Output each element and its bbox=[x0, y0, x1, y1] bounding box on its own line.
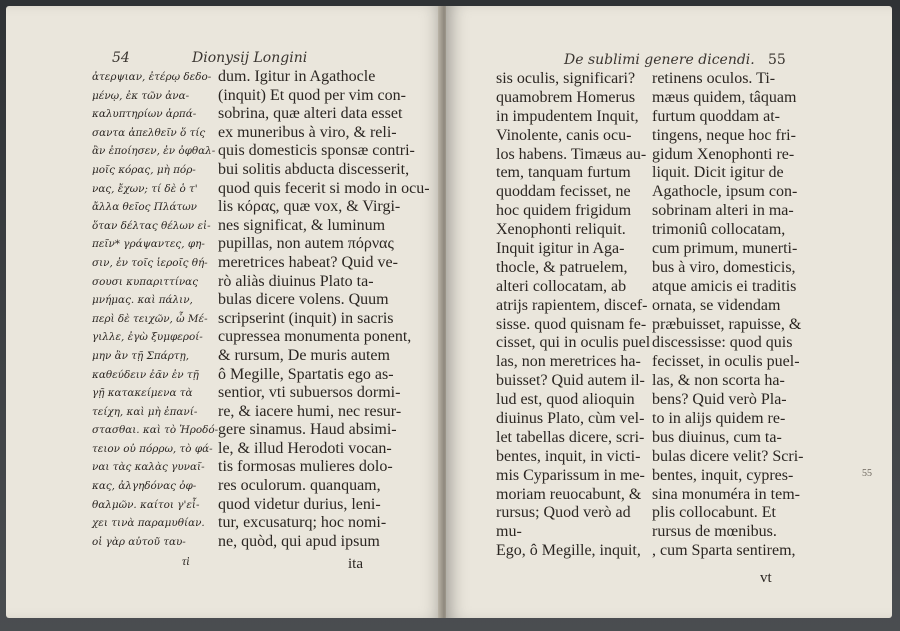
text-line: bentes, inquit, cypres- bbox=[652, 466, 794, 484]
text-line: thocle, & patruelem, bbox=[496, 258, 628, 276]
text-line: discessisse: quod quis bbox=[652, 334, 793, 352]
text-line: buisset? Quid autem il- bbox=[496, 372, 645, 390]
text-line: sis oculis, significari? bbox=[496, 70, 636, 87]
text-line: hoc quidem frigidum bbox=[496, 202, 632, 220]
right-page bbox=[446, 6, 892, 618]
text-line: , cum Sparta sentirem, bbox=[652, 542, 796, 560]
text-line: sobrinam alteri in ma- bbox=[652, 202, 794, 220]
text-line: atrijs rapientem, discef- bbox=[496, 296, 648, 314]
text-line: Vinolente, canis ocu- bbox=[496, 126, 632, 144]
left-page-number: 54 bbox=[112, 50, 130, 66]
text-line: καθεύδειν ἐᾶν ἐν τῇ bbox=[92, 368, 199, 381]
text-line: cum primum, munerti- bbox=[652, 240, 798, 258]
text-line: κας, ἀλγηδόνας ὀφ- bbox=[92, 480, 197, 493]
text-line: στασθαι. καὶ τὸ Ἡροδό- bbox=[92, 424, 219, 437]
text-line: bulas dicere velit? Scri- bbox=[652, 447, 804, 465]
text-line: πεῖν* γράψαντες, φη- bbox=[92, 238, 205, 251]
text-line: sobrina, quæ alteri data esset bbox=[218, 105, 403, 123]
text-line: καλυπτηρίων ἁρπά- bbox=[92, 108, 197, 121]
text-line: ἂν ἐποίησεν, ἐν ὀφθαλ- bbox=[92, 145, 216, 158]
text-line: ὅταν δέλτας θέλων εἰ- bbox=[92, 219, 211, 232]
right-running-head: De sublimi genere dicendi. bbox=[564, 52, 755, 68]
text-line: χει τινὰ παραμυθίαν. bbox=[92, 517, 205, 530]
text-line: bui solitis abducta discesserit, bbox=[218, 160, 410, 178]
text-line: sina monuméra in tem- bbox=[652, 485, 800, 503]
latin-column-right bbox=[652, 70, 848, 561]
text-line: lud est, quod alioquin bbox=[496, 391, 635, 409]
text-line: las, & non scorta ha- bbox=[652, 372, 785, 390]
text-line: meretrices habeat? Quid ve- bbox=[218, 253, 398, 271]
text-line: res oculorum. quanquam, bbox=[218, 477, 381, 495]
text-line: ne, quòd, qui apud ipsum bbox=[218, 532, 380, 550]
text-line: plis collocabunt. Et bbox=[652, 504, 776, 522]
text-line: dum. Igitur in Agathocle bbox=[218, 68, 376, 85]
text-line: los habens. Timæus au- bbox=[496, 145, 647, 163]
text-line: Inquit igitur in Aga- bbox=[496, 240, 625, 258]
latin-column bbox=[218, 68, 438, 551]
text-line: ναι τὰς καλὰς γυναῖ- bbox=[92, 461, 205, 474]
text-line: σαντα ἀπελθεῖν ὅ τίς bbox=[92, 126, 206, 139]
text-line: gere sinamus. Haud absimi- bbox=[218, 421, 397, 439]
text-line: trimoniû collocatam, bbox=[652, 221, 786, 239]
text-line: las, non meretrices ha- bbox=[496, 353, 641, 371]
text-line: Xenophonti reliquit. bbox=[496, 221, 626, 239]
text-line: moriam reuocabunt, & bbox=[496, 485, 642, 503]
text-line: tis formosas mulieres dolo- bbox=[218, 458, 393, 476]
text-line: μένῳ, ἐκ τῶν ἀνα- bbox=[92, 89, 190, 102]
text-line: diuinus Plato, cùm vel- bbox=[496, 410, 645, 428]
text-line: cisset, qui in oculis puel bbox=[496, 334, 651, 352]
text-line: alteri collocatam, ab bbox=[496, 277, 627, 295]
text-line: bentes, inquit, in victi- bbox=[496, 447, 641, 465]
text-line: rursus de mœnibus. bbox=[652, 523, 777, 541]
text-line: nes significat, & luminum bbox=[218, 216, 386, 234]
text-line: θαλμῶν. καίτοι γ'εἶ- bbox=[92, 498, 200, 511]
text-line: & rursum, De muris autem bbox=[218, 346, 390, 364]
text-line: quod videtur durius, leni- bbox=[218, 495, 381, 513]
text-line: rursus; Quod verò ad bbox=[496, 504, 631, 522]
text-line: ô Megille, Spartatis ego as- bbox=[218, 365, 394, 383]
text-line: ornata, se videndam bbox=[652, 296, 781, 314]
text-line: τείχη, καὶ μὴ ἐπανί- bbox=[92, 405, 198, 418]
text-line: ἀτερψιαν, ἐτέρῳ δεδο- bbox=[92, 71, 212, 83]
text-line: μοῖς κόρας, μὴ πόρ- bbox=[92, 163, 196, 176]
text-line: cupressea monumenta ponent, bbox=[218, 328, 412, 346]
text-line: pupillas, non autem πόρνας bbox=[218, 235, 394, 253]
text-line: ἄλλα θεῖος Πλάτων bbox=[92, 201, 197, 214]
text-line: σουσι κυπαριττίνας bbox=[92, 275, 199, 288]
text-line: in impudentem Inquit, bbox=[496, 107, 639, 125]
text-line: quod quis fecerit si modo in ocu- bbox=[218, 179, 430, 197]
text-line: sentior, vti subuersos dormi- bbox=[218, 384, 401, 402]
text-line: σιν, ἐν τοῖς ἱεροῖς θή- bbox=[92, 256, 208, 269]
right-catchword: vt bbox=[760, 570, 772, 586]
text-line: gidum Xenophonti re- bbox=[652, 145, 795, 163]
text-line: mu- bbox=[496, 523, 522, 541]
text-line: quamobrem Homerus bbox=[496, 88, 636, 106]
text-line: tingens, neque hoc fri- bbox=[652, 126, 796, 144]
text-line: Ego, ô Megille, inquit, bbox=[496, 542, 641, 560]
left-page bbox=[6, 6, 444, 618]
text-line: οἱ γὰρ αὐτοῦ ταυ- bbox=[92, 535, 186, 548]
text-line: let tabellas dicere, scri- bbox=[496, 428, 645, 446]
greek-column bbox=[92, 68, 219, 551]
greek-catchword: τὶ bbox=[182, 554, 190, 568]
right-page-number: 55 bbox=[768, 52, 786, 68]
text-line: bens? Quid verò Pla- bbox=[652, 391, 787, 409]
text-line: περὶ δὲ τειχῶν, ὦ Μέ- bbox=[92, 312, 208, 325]
text-line: ex muneribus à viro, & reli- bbox=[218, 123, 397, 141]
text-line: fecisset, in oculis puel- bbox=[652, 353, 800, 371]
text-line: le, & illud Herodoti vocan- bbox=[218, 439, 392, 457]
text-line: mis Cyparissum in me- bbox=[496, 466, 645, 484]
text-line: rò aliàs diuinus Plato ta- bbox=[218, 272, 374, 290]
text-line: præbuisset, rapuisse, & bbox=[652, 315, 802, 333]
text-line: γῇ κατακείμενα τὰ bbox=[92, 387, 193, 400]
text-line: liquit. Dicit igitur de bbox=[652, 164, 784, 182]
text-line: tur, excusaturq; hoc nomi- bbox=[218, 514, 387, 532]
text-line: μνήμας. καὶ πάλιν, bbox=[92, 294, 193, 307]
text-line: quis domesticis sponsæ contri- bbox=[218, 142, 415, 160]
text-line: re, & iacere humi, nec resur- bbox=[218, 402, 402, 420]
margin-note: 55 bbox=[862, 468, 872, 479]
text-line: (inquit) Et quod per vim con- bbox=[218, 86, 406, 104]
text-line: retinens oculos. Ti- bbox=[652, 70, 776, 87]
left-running-head: Dionysij Longini bbox=[192, 50, 308, 66]
text-line: bus diuinus, cum ta- bbox=[652, 428, 782, 446]
latin-column-left bbox=[496, 70, 656, 561]
text-line: sisse. quod quisnam fe- bbox=[496, 315, 647, 333]
text-line: γιλλε, ἐγὼ ξυμφεροί- bbox=[92, 331, 203, 344]
text-line: tem, tanquam furtum bbox=[496, 164, 631, 182]
text-line: mæus quidem, tâquam bbox=[652, 88, 797, 106]
text-line: μην ἂν τῇ Σπάρτῃ, bbox=[92, 349, 190, 362]
text-line: lis κόρας, quæ vox, & Virgi- bbox=[218, 198, 401, 216]
text-line: to in alijs quidem re- bbox=[652, 410, 786, 428]
text-line: bus à viro, domesticis, bbox=[652, 258, 796, 276]
text-line: scripserint (inquit) in sacris bbox=[218, 309, 394, 327]
text-line: quoddam fecisset, ne bbox=[496, 183, 631, 201]
text-line: atque amicis ei traditis bbox=[652, 277, 797, 295]
text-line: bulas dicere volens. Quum bbox=[218, 291, 389, 309]
text-line: Agathocle, ipsum con- bbox=[652, 183, 798, 201]
latin-catchword: ita bbox=[348, 556, 363, 572]
text-line: furtum quoddam at- bbox=[652, 107, 780, 125]
text-line: νας, ἔχων; τί δὲ ὁ τ' bbox=[92, 182, 198, 195]
text-line: τειον οὐ πόρρω, τὸ φά- bbox=[92, 442, 213, 455]
